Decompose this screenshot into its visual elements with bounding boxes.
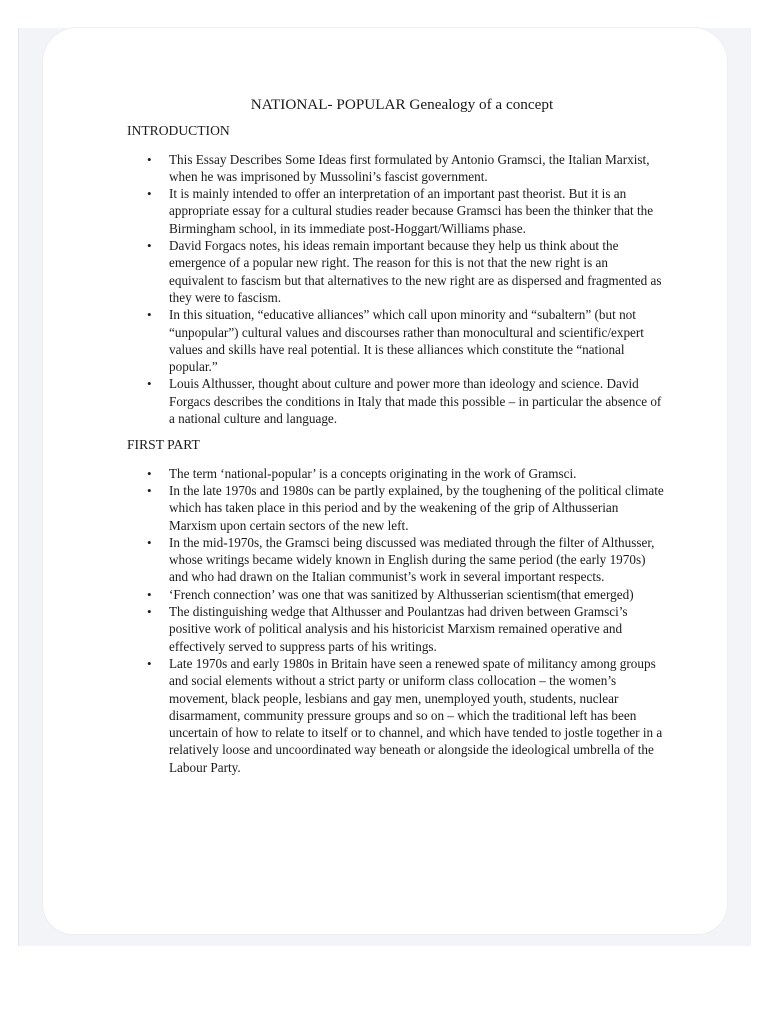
- list-item: • Late 1970s and early 1980s in Britain have seen a renewed spate of militancy among groups and social elements without a strict party or uniform class collocation – the women’s movement, black people, lesbians and gay men, unemployed youth, students, nuclear disarmament, community pressure groups and so on – which the traditional left has been uncertain of how to relate to itself or to channel, and which have tended to jostle together in a relatively loose and uncoordinated way beneath or alongside the ideological umbrella of the Labour Party.: [127, 655, 665, 776]
- list-item: • In the late 1970s and 1980s can be partly explained, by the toughening of the political climate which has taken place in this period and by the weakening of the grip of Althusserian Marxism upon certain sectors of the new left.: [127, 482, 665, 534]
- page-content: [127, 96, 665, 785]
- list-item: • Louis Althusser, thought about culture and power more than ideology and science. David Forgacs describes the conditions in Italy that made this possible – in particular the absence of a national culture and language.: [127, 375, 665, 427]
- list-item: • In this situation, “educative alliances” which call upon minority and “subaltern” (but not “unpopular”) cultural values and discourses rather than monocultural and scientific/expert values and skills have real potential. It is these alliances which constitute the “national popular.”: [127, 306, 665, 375]
- document-title: NATIONAL- POPULAR Genealogy of a concept: [250, 96, 554, 113]
- list-item: • The distinguishing wedge that Althusser and Poulantzas had driven between Gramsci’s positive work of political analysis and his historicist Marxism remained operative and effectively served to suppress parts of his writings.: [127, 603, 665, 655]
- introduction-list: [127, 151, 665, 428]
- list-item: • It is mainly intended to offer an interpretation of an important past theorist. But it is an appropriate essay for a cultural studies reader because Gramsci has been the thinker that the Birmingham school, in its immediate post-Hoggart/Williams phase.: [127, 185, 665, 237]
- list-item: • The term ‘national-popular’ is a concepts originating in the work of Gramsci.: [127, 465, 665, 482]
- document-page: [43, 28, 727, 934]
- document-viewer: [18, 28, 751, 946]
- first-part-list: [127, 465, 665, 776]
- list-item: • David Forgacs notes, his ideas remain important because they help us think about the emergence of a popular new right. The reason for this is not that the new right is an equivalent to fascism but that alternatives to the new right are as dispersed and fragmented as they were to fascism.: [127, 237, 665, 306]
- list-item: • In the mid-1970s, the Gramsci being discussed was mediated through the filter of Althusser, whose writings became widely known in English during the same period (the early 1970s) and who had drawn on the Italian communist’s work in several important respects.: [127, 534, 665, 586]
- section-heading-introduction: INTRODUCTION: [127, 123, 230, 139]
- list-item: • ‘French connection’ was one that was sanitized by Althusserian scientism(that emerged): [127, 586, 665, 603]
- list-item: • This Essay Describes Some Ideas first formulated by Antonio Gramsci, the Italian Marxist, when he was imprisoned by Mussolini’s fascist government.: [127, 151, 665, 186]
- section-heading-first-part: FIRST PART: [127, 437, 200, 453]
